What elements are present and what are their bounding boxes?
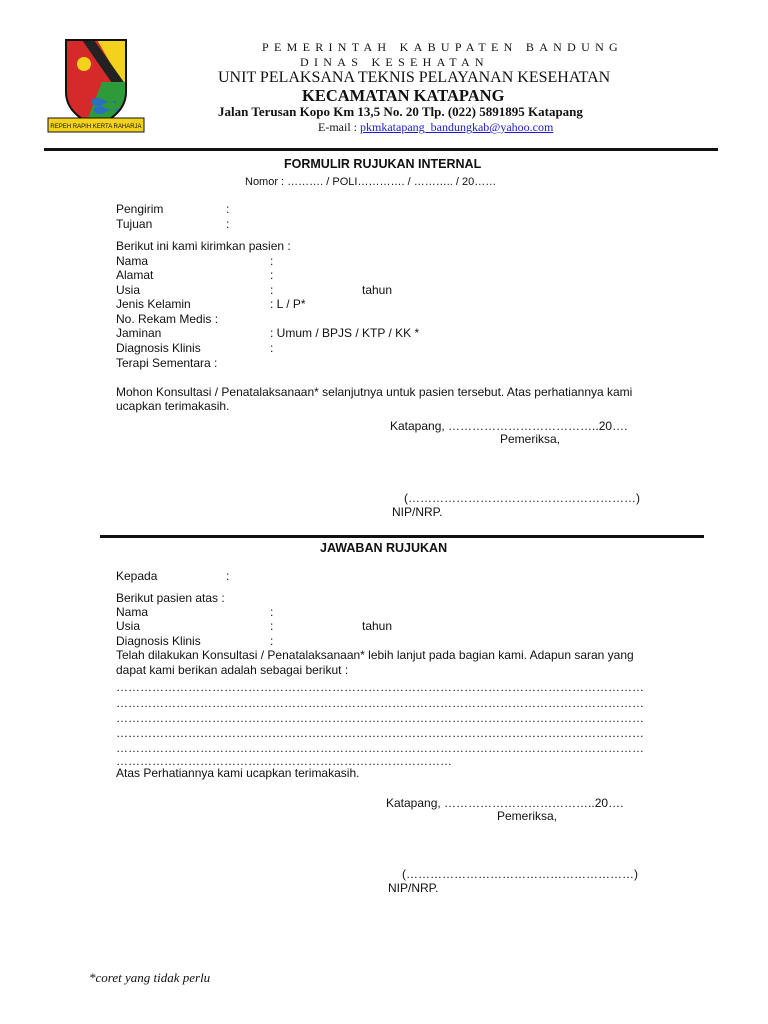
header-government: PEMERINTAH KABUPATEN BANDUNG bbox=[262, 40, 624, 54]
dotted-line: …………………………………………………………………………………………………………………… bbox=[116, 680, 644, 694]
dotted-line-short: ………………………………………………………………………… bbox=[116, 754, 452, 768]
email-label: E-mail : bbox=[318, 120, 357, 134]
header-health-office: DINAS KESEHATAN bbox=[300, 55, 489, 69]
colon: : bbox=[270, 619, 274, 633]
email-link[interactable]: pkmkatapang_bandungkab@yahoo.com bbox=[360, 120, 554, 134]
usia-unit: tahun bbox=[362, 283, 393, 297]
label-usia: Usia bbox=[116, 283, 141, 297]
colon: : bbox=[270, 268, 274, 282]
answer-examiner-label: Pemeriksa, bbox=[497, 809, 558, 823]
footnote: *coret yang tidak perlu bbox=[89, 970, 211, 985]
label-diagnosis: Diagnosis Klinis bbox=[116, 341, 201, 355]
label-terapi: Terapi Sementara : bbox=[116, 356, 218, 370]
colon: : bbox=[270, 341, 274, 355]
answer-signature-line: (…………………………………………………) bbox=[402, 867, 638, 881]
header-unit: UNIT PELAKSANA TEKNIS PELAYANAN KESEHATAN bbox=[218, 69, 611, 86]
thanks-text: Atas Perhatiannya kami ucapkan terimakasih. bbox=[116, 766, 360, 780]
answer-label-nama: Nama bbox=[116, 605, 149, 619]
form-title: FORMULIR RUJUKAN INTERNAL bbox=[284, 157, 482, 171]
answer-title: JAWABAN RUJUKAN bbox=[320, 541, 448, 555]
logo-motto: REPEH RAPIH KERTA RAHARJA bbox=[50, 124, 142, 130]
label-jenis-kelamin: Jenis Kelamin bbox=[116, 297, 191, 311]
section-divider bbox=[100, 535, 704, 538]
colon: : bbox=[226, 217, 230, 231]
dotted-line: …………………………………………………………………………………………………………………… bbox=[116, 696, 644, 710]
label-nama: Nama bbox=[116, 254, 149, 268]
nip-label: NIP/NRP. bbox=[392, 505, 443, 519]
label-jaminan: Jaminan bbox=[116, 326, 162, 340]
colon: : bbox=[226, 202, 230, 216]
form-number: Nomor : ………. / POLI…………. / ……….. / 20…… bbox=[245, 176, 497, 188]
colon: : bbox=[270, 605, 274, 619]
header-address: Jalan Terusan Kopo Km 13,5 No. 20 Tlp. (022) 5891895 Katapang bbox=[218, 104, 583, 119]
answer-label-usia: Usia bbox=[116, 619, 141, 633]
answer-text-line2: dapat kami berikan adalah sebagai berikut : bbox=[116, 663, 349, 677]
answer-intro: Berikut pasien atas : bbox=[116, 591, 225, 605]
dotted-line: …………………………………………………………………………………………………………………… bbox=[116, 711, 644, 725]
dotted-line: …………………………………………………………………………………………………………………… bbox=[116, 726, 644, 740]
label-rekam-medis: No. Rekam Medis : bbox=[116, 312, 219, 326]
label-tujuan: Tujuan bbox=[116, 217, 153, 231]
answer-text-line1: Telah dilakukan Konsultasi / Penatalaksanaan* lebih lanjut pada bagian kami. Adapun saran yang bbox=[116, 648, 634, 662]
header-email-line bbox=[318, 120, 553, 135]
colon: : bbox=[270, 283, 274, 297]
colon: : bbox=[270, 254, 274, 268]
answer-place-date: Katapang, ………………………………..20…. bbox=[386, 796, 624, 810]
bandung-regency-logo bbox=[44, 34, 148, 138]
header-district: KECAMATAN KATAPANG bbox=[302, 86, 505, 105]
colon: : bbox=[226, 569, 230, 583]
signature-line: (…………………………………………………) bbox=[404, 491, 640, 505]
label-kepada: Kepada bbox=[116, 569, 158, 583]
answer-usia-unit: tahun bbox=[362, 619, 393, 633]
header-divider bbox=[44, 148, 718, 151]
place-date: Katapang, ………………………………..20…. bbox=[390, 419, 628, 433]
intro-text: Berikut ini kami kirimkan pasien : bbox=[116, 239, 291, 253]
jaminan-options: : Umum / BPJS / KTP / KK * bbox=[270, 326, 420, 340]
request-text-line2: ucapkan terimakasih. bbox=[116, 399, 230, 413]
label-alamat: Alamat bbox=[116, 268, 154, 282]
label-pengirim: Pengirim bbox=[116, 202, 164, 216]
answer-nip-label: NIP/NRP. bbox=[388, 881, 439, 895]
examiner-label: Pemeriksa, bbox=[500, 432, 561, 446]
colon: : bbox=[270, 634, 274, 648]
request-text-line1: Mohon Konsultasi / Penatalaksanaan* selanjutnya untuk pasien tersebut. Atas perhatiannya kami bbox=[116, 385, 633, 399]
answer-label-diagnosis: Diagnosis Klinis bbox=[116, 634, 201, 648]
jenis-kelamin-options: : L / P* bbox=[270, 297, 306, 311]
dotted-line: …………………………………………………………………………………………………………………… bbox=[116, 741, 644, 755]
